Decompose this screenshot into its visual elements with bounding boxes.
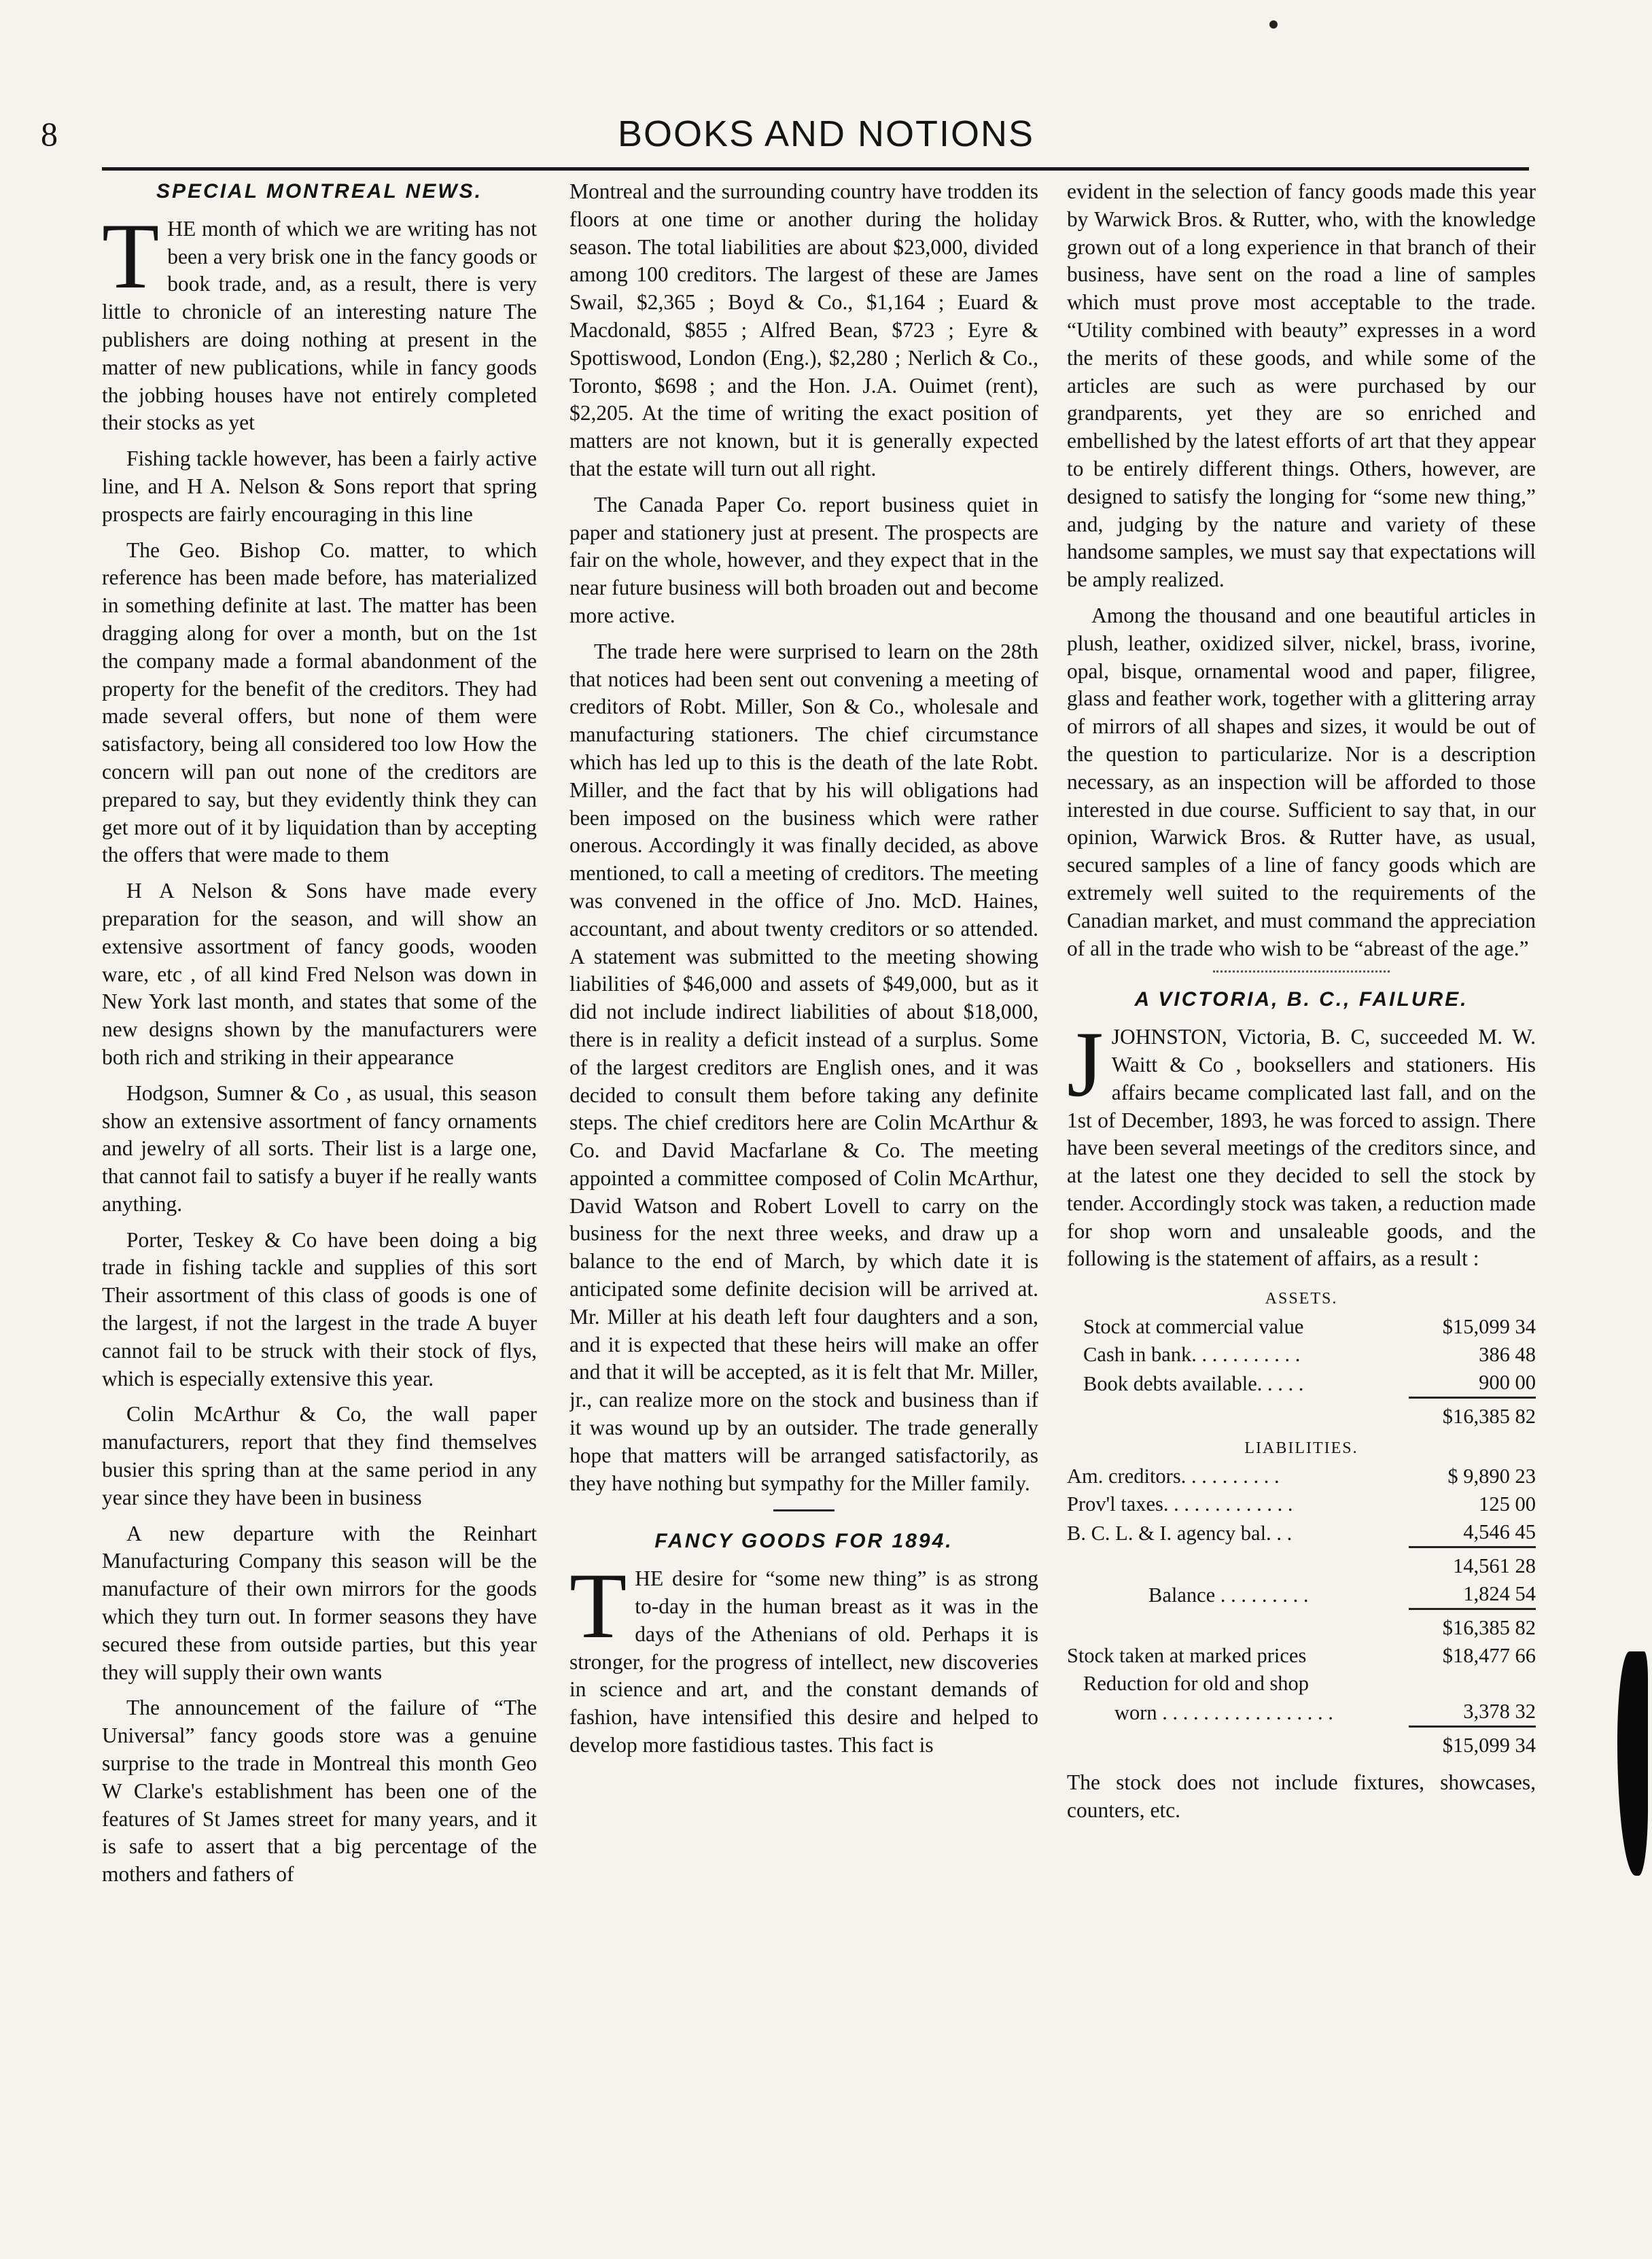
balance-row: Balance . . . . . . . . . 1,824 54 xyxy=(1148,1582,1536,1607)
article-paragraph: Porter, Teskey & Co have been doing a big trade in fishing tackle and supplies of this sort Their assortment of this class of goods is one of the largest, if not the largest in the trade A buyer cannot fail to be struck with their stock of flys, which is especially extensive this year. xyxy=(102,1227,537,1390)
header-rule xyxy=(102,167,1529,171)
asset-row: Stock at commercial value $15,099 34 xyxy=(1083,1315,1536,1339)
article-paragraph xyxy=(102,203,537,437)
paragraph-text: JOHNSTON, Victoria, B. C, succeeded M. W. Waitt & Co , booksellers and stationers. His affairs became complicated last fall, and on the 1st of December, 1893, he was forced to assign. There have been several meetings of the creditors since, and at the latest one they decided to sell the stock by tender. Accordingly stock was taken, a reduction made for shop worn and unsaleable goods, and the following is the statement of affairs, as a result : xyxy=(1067,1025,1536,1271)
article-paragraph: The trade here were surprised to learn on the 28th that notices had been sent out convening a meeting of creditors of Robt. Miller, Son & Co., wholesale and manufacturing stationers. The chief circumstance which has led up to this is the death of the late Robt. Miller, and the fact that by his will obligations had been imposed on the business which were rather onerous. Accordingly it was finally decided, as above mentioned, to call a meeting of creditors. The meeting was convened in the office of Jno. McD. Haines, accountant, and about twenty creditors or so attended. A statement was submitted to the meeting showing liabilities of $46,000 and assets of $49,000, but as it did not include indirect liabilities of about $18,000, there is in reality a deficit instead of a surplus. Some of the largest creditors are English ones, and it was decided to consult them before taking any definite steps. The chief creditors here are Colin McArthur & Co. and David Macfarlane & Co. The meeting appointed a committee composed of Colin McArthur, David Watson and Robert Lovell to carry on the business for the next three weeks, and draw up a balance to the end of March, by which date it is anticipated some definite decision will be arrived at. Mr. Miller at his death left four daughters and a son, and it is expected that these heirs will make an offer and that it will be accepted, as it is felt that Mr. Miller, jr., can realize more on the stock and business than if it was wound up by an outsider. The trade generally hope that matters will be arranged satisfactorily, as they have nothing but sympathy for the Miller family. xyxy=(569,639,1038,1495)
article-paragraph: H A Nelson & Sons have made every preparation for the season, and will show an extensive assortment of fancy goods, wooden ware, etc , of all kind Fred Nelson was down in New York last month, and states that some of the new designs shown by the manufacturers were both rich and striking in their appearance xyxy=(102,879,537,1069)
liability-row: Prov'l taxes. . . . . . . . . . . . . 125 00 xyxy=(1067,1492,1536,1516)
liabilities-total-row: 14,561 28 xyxy=(1067,1547,1536,1581)
paragraph-text: HE month of which we are writing has not been a very brisk one in the fancy goods or book trade, and, as a result, there is very little to chronicle of an interesting nature The publishers are doing nothing at present in the matter of new publications, while in fancy goods the jobbing houses have not entirely completed their stocks as yet xyxy=(102,216,537,435)
marked-prices-row: Stock taken at marked prices $18,477 66 xyxy=(1067,1644,1536,1668)
ink-blot xyxy=(1617,1651,1648,1876)
assets-total-row: $16,385 82 xyxy=(1067,1398,1536,1431)
page-number: 8 xyxy=(41,115,58,153)
liability-row: Am. creditors. . . . . . . . . . $ 9,890 23 xyxy=(1067,1465,1536,1488)
article-paragraph xyxy=(569,1554,1038,1759)
paragraph-text: HE desire for “some new thing” is as strong to-day in the human breast as it was in the days of the Athenians of old. Perhaps it is stronger, for the progress of intellect, new discoveries in science and art, and the constant demands of fashion, have intensified this desire and helped to develop more fastidious tastes. This fact is xyxy=(569,1566,1038,1757)
drop-cap: T xyxy=(569,1554,627,1658)
article-paragraph xyxy=(1067,1012,1536,1273)
article-paragraph: The stock does not include fixtures, showcases, counters, etc. xyxy=(1067,1770,1536,1823)
worn-row: worn . . . . . . . . . . . . . . . . . 3,378 32 xyxy=(1114,1700,1536,1724)
article-paragraph: Colin McArthur & Co, the wall paper manufacturers, report that they find themselves busier this spring than at the same period in any year since they have been in business xyxy=(102,1402,537,1509)
article-paragraph: Among the thousand and one beautiful articles in plush, leather, oxidized silver, nickel, brass, ivorine, opal, bisque, ornamental wood and paper, filigree, glass and feather work, together with a glittering array of mirrors of all shapes and sizes, it would be out of the question to particularize. Nor is a description necessary, as an inspection will be afforded to those interested in due course. Sufficient to say that, in our opinion, Warwick Bros. & Rutter have, as usual, secured samples of a line of fancy goods which are extremely well suited to the requirements of the Canadian market, and must command the appreciation of all in the trade who wish to be “abreast of the age.” xyxy=(1067,603,1536,960)
drop-cap: T xyxy=(102,203,160,308)
final-total-row: $15,099 34 xyxy=(1067,1727,1536,1760)
statement-of-affairs-table xyxy=(1067,1281,1536,1759)
grand-total-row: $16,385 82 xyxy=(1067,1609,1536,1643)
section-divider xyxy=(1213,970,1390,973)
reduction-row: Reduction for old and shop xyxy=(1083,1672,1310,1696)
column-3 xyxy=(1067,178,1536,2217)
section-divider xyxy=(773,1509,834,1511)
article-paragraph: The Geo. Bishop Co. matter, to which reference has been made before, has materialized in something definite at last. The matter has been dragging along for over a month, but on the 1st the company made a formal abandonment of the property for the benefit of the creditors. They had made several offers, but none of them were satisfactory, being all considered too low How the concern will pan out none of the creditors are prepared to say, but they evidently think they can get more out of it by liquidation than by accepting the offers that were made to them xyxy=(102,538,537,867)
assets-heading: ASSETS. xyxy=(1265,1290,1338,1308)
column-1 xyxy=(102,178,537,2217)
running-head-title: BOOKS AND NOTIONS xyxy=(617,113,1035,154)
asset-row: Cash in bank. . . . . . . . . . . 386 48 xyxy=(1083,1343,1536,1367)
section-heading-montreal: SPECIAL MONTREAL NEWS. xyxy=(156,180,482,203)
article-paragraph: Hodgson, Sumner & Co , as usual, this season show an extensive assortment of fancy ornaments and jewelry of all sorts. Their list is a large one, that cannot fail to satisfy a buyer if he really wants anything. xyxy=(102,1081,537,1216)
liability-row: B. C. L. & I. agency bal. . . 4,546 45 xyxy=(1067,1520,1536,1545)
article-paragraph: The Canada Paper Co. report business quiet in paper and stationery just at present. The prospects are fair on the whole, however, and they expect that in the near future business will both broaden out and become more active. xyxy=(569,492,1038,627)
ink-speck xyxy=(1269,20,1278,29)
section-heading-fancy-goods: FANCY GOODS FOR 1894. xyxy=(654,1530,953,1553)
article-paragraph: A new departure with the Reinhart Manufacturing Company this season will be the manufacture of their own mirrors for the goods which they turn out. In former seasons they have secured these from outside parties, but this year they will supply their own wants xyxy=(102,1521,537,1684)
article-paragraph: evident in the selection of fancy goods made this year by Warwick Bros. & Rutter, who, with the knowledge grown out of a long experience in that branch of their business, have sent on the road a line of samples which must prove most acceptable to the trade. “Utility combined with beauty” expresses in a word the merits of these goods, and while some of the articles are such as were purchased by our grandparents, yet they are so enriched and embellished by the latest efforts of art that they appear to be entirely different things. Others, however, are designed to satisfy the longing for “some new thing,” and, judging by the nature and variety of these handsome samples, we must say that expectations will be amply realized. xyxy=(1067,179,1536,592)
article-paragraph: The announcement of the failure of “The Universal” fancy goods store was a genuine surprise to the trade in Montreal this month Geo W Clarke's establishment has been one of the features of St James street for many years, and it is safe to assert that a big percentage of the mothers and fathers of xyxy=(102,1696,537,1887)
article-paragraph: Fishing tackle however, has been a fairly active line, and H A. Nelson & Sons report that spring prospects are fairly encouraging in this line xyxy=(102,446,537,526)
asset-row: Book debts available. . . . . 900 00 xyxy=(1083,1371,1536,1395)
article-paragraph: Montreal and the surrounding country have trodden its floors at one time or another during the holiday season. The total liabilities are about $23,000, divided among 100 creditors. The largest of these are James Swail, $2,365 ; Boyd & Co., $1,164 ; Euard & Macdonald, $855 ; Alfred Bean, $723 ; Eyre & Spottiswood, London (Eng.), $2,280 ; Nerlich & Co., Toronto, $698 ; and the Hon. J.A. Ouimet (rent), $2,205. At the time of writing the exact position of matters are not known, but it is generally expected that the estate will turn out all right. xyxy=(569,179,1038,480)
drop-cap: J xyxy=(1067,1012,1104,1117)
section-heading-victoria: A VICTORIA, B. C., FAILURE. xyxy=(1134,988,1469,1011)
column-2 xyxy=(569,178,1038,2217)
liabilities-heading: LIABILITIES. xyxy=(1244,1439,1358,1458)
